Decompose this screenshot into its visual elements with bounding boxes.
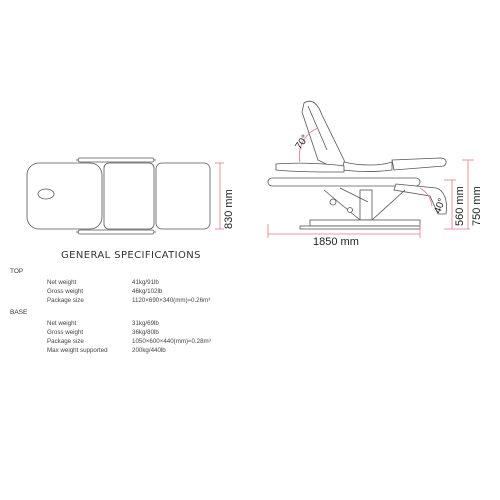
spec-label: Net weight: [47, 279, 77, 286]
spec-label: Package size: [47, 338, 84, 345]
spec-label: Package size: [47, 297, 84, 304]
length-label: 1850 mm: [313, 236, 359, 248]
spec-value: 41kg/91lb: [132, 279, 159, 286]
backrest-angle: 70°: [293, 133, 312, 152]
spec-value: 200kg/440lb: [132, 347, 166, 354]
spec-row: [47, 338, 227, 347]
specifications-title: GENERAL SPECIFICATIONS: [61, 250, 201, 261]
back-section: [104, 163, 154, 229]
spec-row: [47, 329, 227, 338]
section-top-label: TOP: [10, 268, 24, 275]
legrest-angle: 40°: [432, 197, 448, 216]
spec-value: 31kg/69lb: [132, 320, 159, 327]
spec-label: Gross weight: [47, 288, 84, 295]
column: [360, 190, 372, 220]
face-hole: [38, 189, 54, 199]
base: [310, 220, 420, 226]
spec-value: 46kg/102lb: [132, 288, 163, 295]
seat-height-label: 560 mm: [454, 186, 466, 226]
spec-row: [47, 288, 227, 297]
armrest-right: [78, 230, 154, 234]
backrest: [302, 101, 344, 168]
top-view: [27, 158, 210, 234]
seat-section: [156, 163, 210, 229]
lower-pad: [276, 163, 344, 172]
width-label: 830 mm: [223, 189, 235, 229]
spec-row: [47, 279, 227, 288]
seat: [342, 162, 392, 172]
spec-value: 1120×690×340(mm)≈0.26m³: [132, 297, 211, 304]
spec-row: [47, 347, 227, 356]
spec-label: Max weight supported: [47, 347, 108, 354]
spec-label: Gross weight: [47, 329, 84, 336]
section-base-label: BASE: [10, 309, 28, 316]
spec-value: 1050×600×440(mm)≈0.28m³: [132, 338, 211, 345]
spec-value: 36kg/80lb: [132, 329, 159, 336]
base-foot: [300, 226, 420, 229]
spec-row: [47, 320, 227, 329]
upper-body-section: [392, 158, 446, 170]
armrest-left: [78, 158, 154, 162]
total-height-label: 750 mm: [471, 186, 483, 226]
spec-label: Net weight: [47, 320, 77, 327]
side-view: [268, 101, 447, 229]
leg-section: [74, 164, 75, 165]
spec-row: [47, 297, 227, 306]
